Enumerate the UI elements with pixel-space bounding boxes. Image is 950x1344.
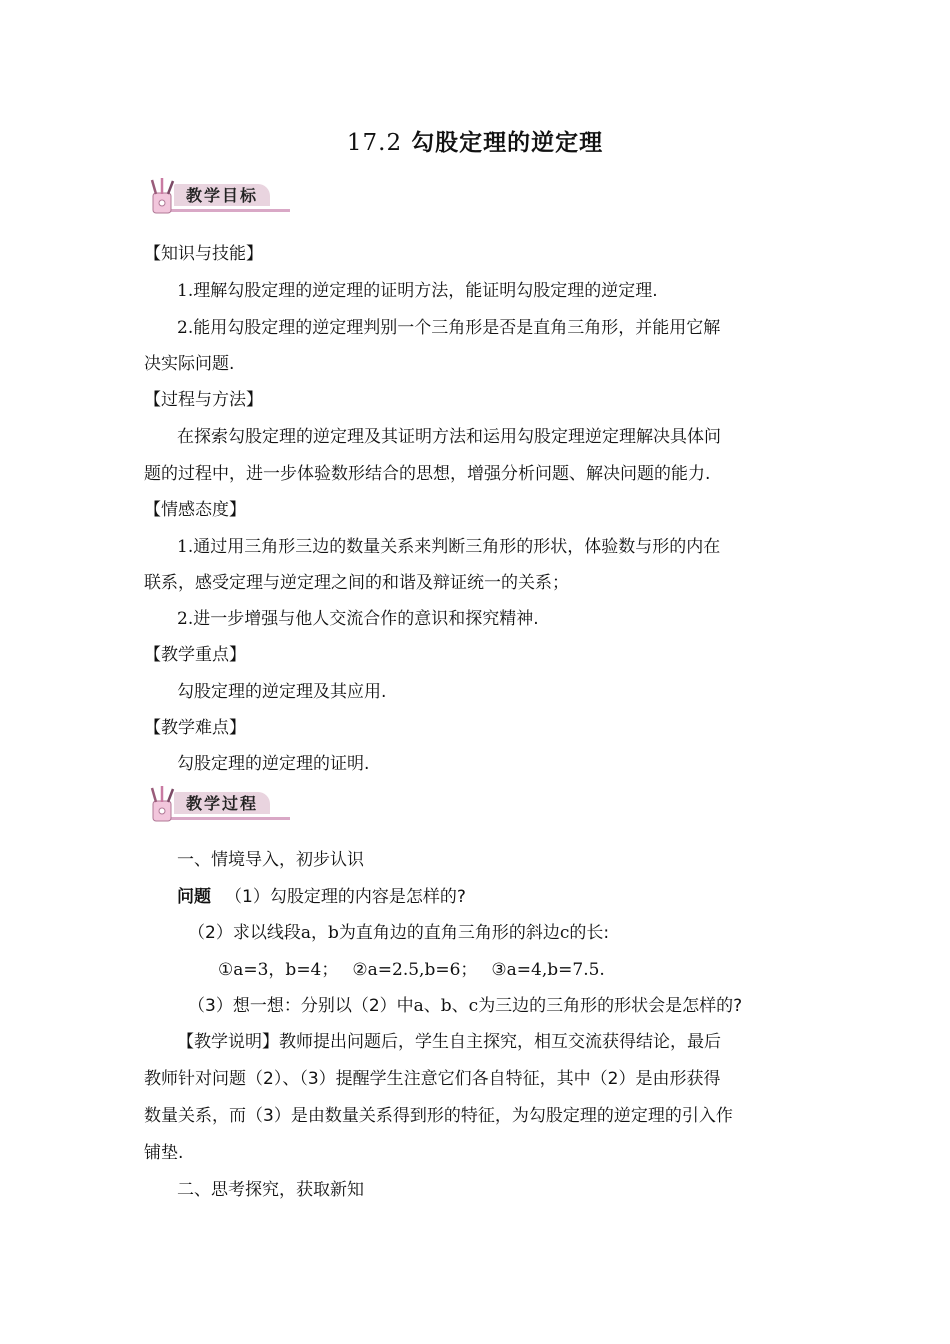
text-line — [177, 609, 857, 629]
teaching-note: 【教学说明】教师提出问题后，学生自主探究，相互交流获得结论，最后 — [177, 1032, 721, 1052]
question-text: 为直角边的直角三角形的斜边 — [338, 923, 560, 943]
page-title — [0, 124, 950, 157]
step-heading: 二、思考探究，获取新知 — [177, 1180, 364, 1200]
item-text: 能用勾股定理的逆定理判别一个三角形是否是直角三角形，并能用它解 — [193, 318, 721, 338]
question-text: （1）勾股定理的内容是怎样的? — [225, 887, 466, 907]
question-line — [188, 923, 868, 943]
case-item: ①a=3，b=4； — [218, 960, 339, 980]
variable: a、b、c — [413, 996, 479, 1016]
question-text: 的长: — [569, 923, 610, 943]
text-line — [177, 537, 857, 557]
variable: c — [559, 923, 570, 943]
item-text: 通过用三角形三边的数量关系来判断三角形的形状，体验数与形的内在 — [193, 537, 721, 557]
variable: a — [300, 923, 311, 943]
question-text: ， — [310, 923, 328, 943]
question-text: （3）想一想：分别以（2）中 — [188, 996, 414, 1016]
section-banner-goals — [144, 176, 290, 216]
key-points-heading: 【教学重点】 — [144, 645, 246, 665]
item-number: 1. — [177, 537, 194, 557]
section-banner-process — [144, 784, 290, 824]
question-text: （2）求以线段 — [188, 923, 301, 943]
question-line — [188, 996, 868, 1016]
text-line: 教师针对问题（2）、（3）提醒学生注意它们各自特征，其中（2）是由形获得 — [144, 1069, 721, 1089]
item-text: 理解勾股定理的逆定理的证明方法，能证明勾股定理的逆定理. — [193, 281, 658, 301]
question-label: 问题 — [177, 887, 211, 907]
item-number: 2. — [177, 609, 194, 629]
cases-line — [218, 960, 898, 980]
text-line: 题的过程中，进一步体验数形结合的思想，增强分析问题、解决问题的能力. — [144, 464, 711, 484]
variable: b — [327, 923, 339, 943]
text-line: 勾股定理的逆定理及其应用. — [177, 682, 387, 702]
text-line — [177, 318, 857, 338]
pencil-cup-icon — [144, 176, 184, 216]
knowledge-heading: 【知识与技能】 — [144, 244, 263, 264]
text-line: 铺垫. — [144, 1143, 184, 1163]
step-heading: 一、情境导入，初步认识 — [177, 850, 364, 870]
banner-label: 教学目标 — [186, 186, 259, 205]
item-number: 1. — [177, 281, 194, 301]
text-line: 数量关系，而（3）是由数量关系得到形的特征，为勾股定理的逆定理的引入作 — [144, 1106, 733, 1126]
banner-label: 教学过程 — [186, 794, 259, 813]
difficulties-heading: 【教学难点】 — [144, 718, 246, 738]
title-text: 勾股定理的逆定理 — [411, 130, 604, 156]
item-text: 进一步增强与他人交流合作的意识和探究精神. — [193, 609, 539, 629]
question-text: 为三边的三角形的形状会是怎样的? — [478, 996, 743, 1016]
attitude-heading: 【情感态度】 — [144, 500, 246, 520]
case-item: ②a=2.5,b=6； — [352, 960, 478, 980]
case-item: ③a=4,b=7.5. — [491, 960, 605, 980]
pencil-cup-icon — [144, 784, 184, 824]
text-line: 联系，感受定理与逆定理之间的和谐及辩证统一的关系； — [144, 573, 569, 593]
text-line: 在探索勾股定理的逆定理及其证明方法和运用勾股定理逆定理解决具体问 — [177, 427, 721, 447]
item-number: 2. — [177, 318, 194, 338]
text-line — [177, 281, 857, 301]
text-line: 决实际问题. — [144, 354, 235, 374]
question-line — [177, 887, 857, 907]
process-heading: 【过程与方法】 — [144, 390, 263, 410]
text-line: 勾股定理的逆定理的证明. — [177, 754, 370, 774]
title-number: 17.2 — [346, 130, 403, 156]
